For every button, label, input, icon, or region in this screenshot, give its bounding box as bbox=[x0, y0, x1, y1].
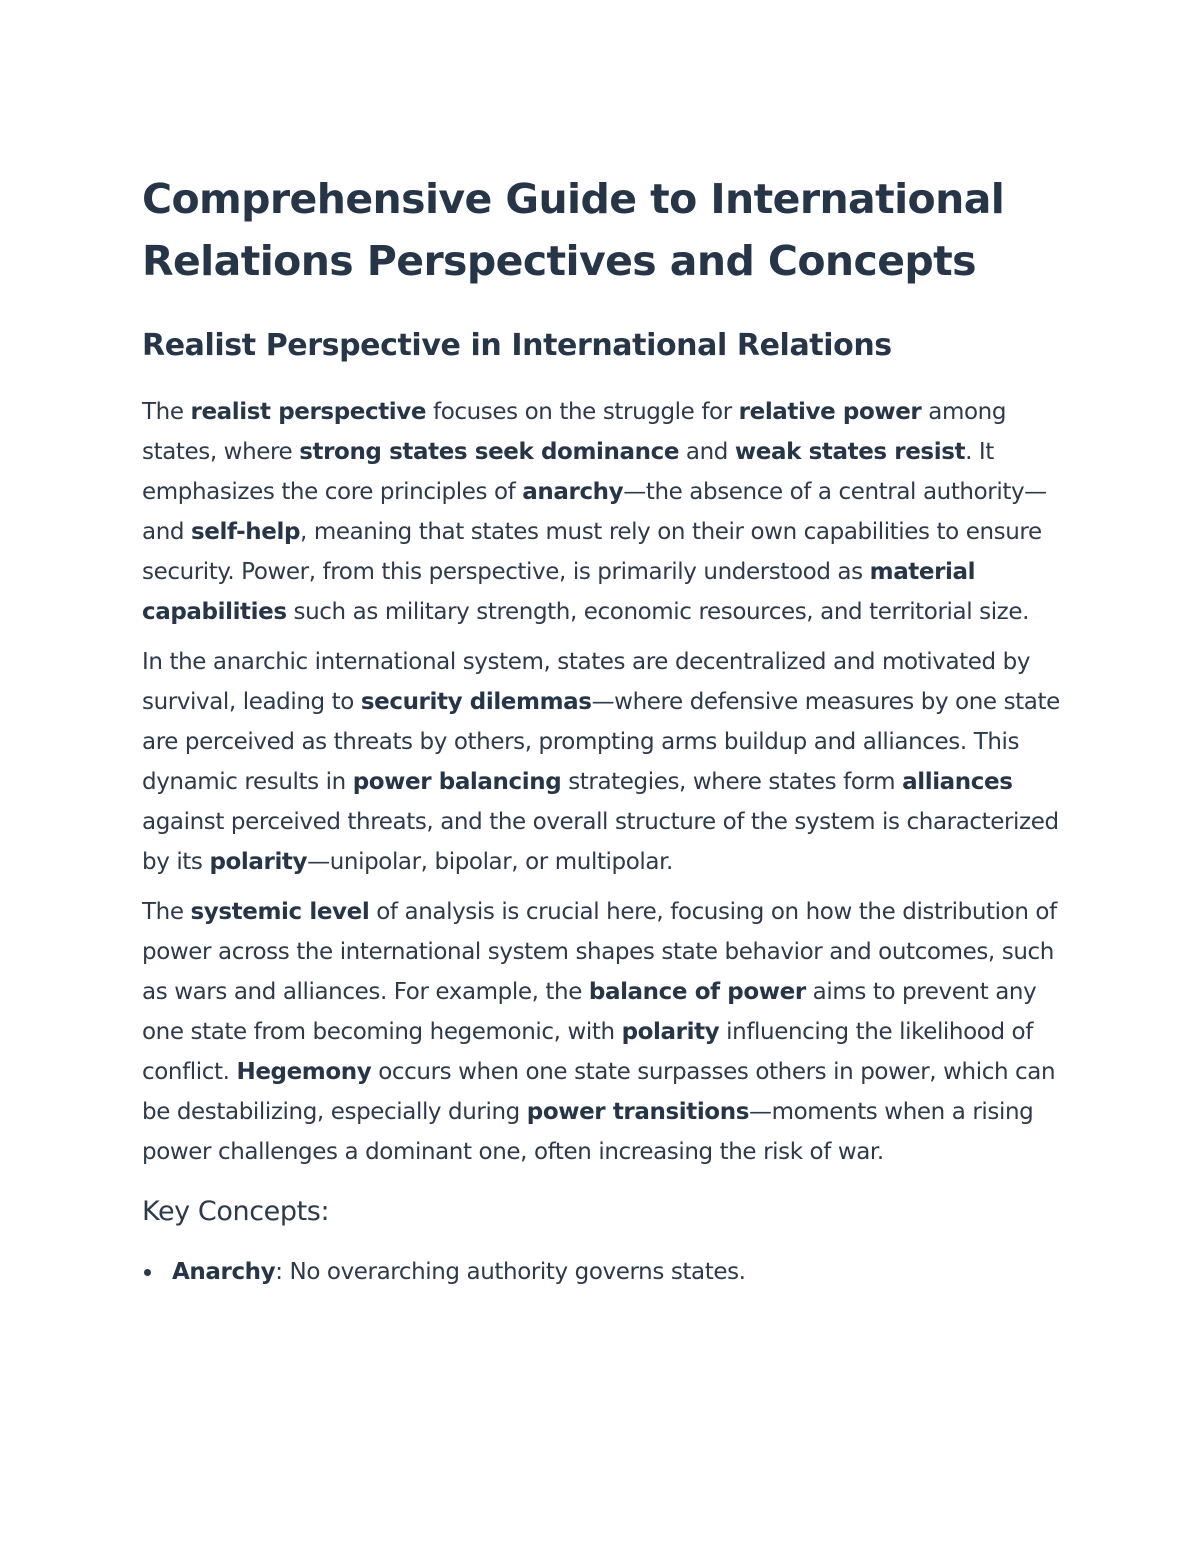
bold-term: alliances bbox=[902, 769, 1013, 795]
text-run: , meaning that states must rely on their own capabilities to ensure security. Power, from this perspective, is primarily understood as bbox=[142, 519, 1042, 585]
text-run: of analysis is crucial here, focusing on how the distribution of power across the international system shapes state behavior and outcomes, such as wars and alliances. For example, the bbox=[142, 899, 1057, 1005]
text-run: aims to prevent any one state from becoming hegemonic, with bbox=[142, 979, 1037, 1045]
section-heading: Realist Perspective in International Relations bbox=[142, 328, 892, 363]
bold-term: anarchy bbox=[522, 479, 624, 505]
text-run: such as military strength, economic resources, and territorial size. bbox=[286, 599, 1030, 625]
bold-term: realist perspective bbox=[190, 399, 427, 425]
list-item-text bbox=[172, 1259, 746, 1285]
bold-term: systemic level bbox=[190, 899, 370, 925]
bold-term: weak states resist bbox=[734, 439, 966, 465]
document-title: Comprehensive Guide to International Relations Perspectives and Concepts bbox=[142, 175, 1005, 285]
text-run: strategies, where states form bbox=[561, 769, 903, 795]
list-item bbox=[142, 1252, 1072, 1292]
document-page bbox=[142, 168, 1072, 1292]
bold-term: self-help bbox=[190, 519, 301, 545]
key-concepts-heading: Key Concepts: bbox=[142, 1196, 330, 1227]
paragraph bbox=[142, 642, 1072, 882]
bold-term: strong states seek dominance bbox=[299, 439, 680, 465]
bold-term: power balancing bbox=[352, 769, 562, 795]
text-run: —where defensive measures by one state are perceived as threats by others, prompting arms buildup and alliances. This dynamic results in bbox=[142, 689, 1060, 795]
text-run: against perceived threats, and the overall structure of the system is characterized by its bbox=[142, 809, 1059, 875]
text-run: among states, where bbox=[142, 399, 1007, 465]
text-run: : No overarching authority governs states. bbox=[275, 1259, 746, 1285]
text-run: The bbox=[142, 399, 191, 425]
bold-term: Hegemony bbox=[236, 1059, 372, 1085]
text-run: —the absence of a central authority—and bbox=[142, 479, 1047, 545]
paragraph bbox=[142, 392, 1072, 632]
text-run: occurs when one state surpasses others in power, which can be destabilizing, especially during bbox=[142, 1059, 1056, 1125]
text-run: . It emphasizes the core principles of bbox=[142, 439, 994, 505]
text-run: focuses on the struggle for bbox=[426, 399, 739, 425]
bold-term: balance of power bbox=[588, 979, 806, 1005]
bold-term: power transitions bbox=[526, 1099, 749, 1125]
text-run: The bbox=[142, 899, 191, 925]
text-run: influencing the likelihood of conflict. bbox=[142, 1019, 1033, 1085]
key-concepts-list bbox=[142, 1252, 1072, 1292]
paragraph bbox=[142, 892, 1072, 1172]
bullet-icon bbox=[144, 1269, 151, 1276]
text-run: In the anarchic international system, states are decentralized and motivated by survival, leading to bbox=[142, 649, 1031, 715]
bold-term: polarity bbox=[209, 849, 308, 875]
text-run: and bbox=[679, 439, 735, 465]
text-run: —moments when a rising power challenges a dominant one, often increasing the risk of war. bbox=[142, 1099, 1034, 1165]
bold-term: Anarchy bbox=[172, 1259, 276, 1285]
bold-term: material capabilities bbox=[142, 559, 976, 625]
text-run: —unipolar, bipolar, or multipolar. bbox=[307, 849, 673, 875]
bold-term: security dilemmas bbox=[360, 689, 592, 715]
bold-term: relative power bbox=[738, 399, 922, 425]
bold-term: polarity bbox=[621, 1019, 720, 1045]
